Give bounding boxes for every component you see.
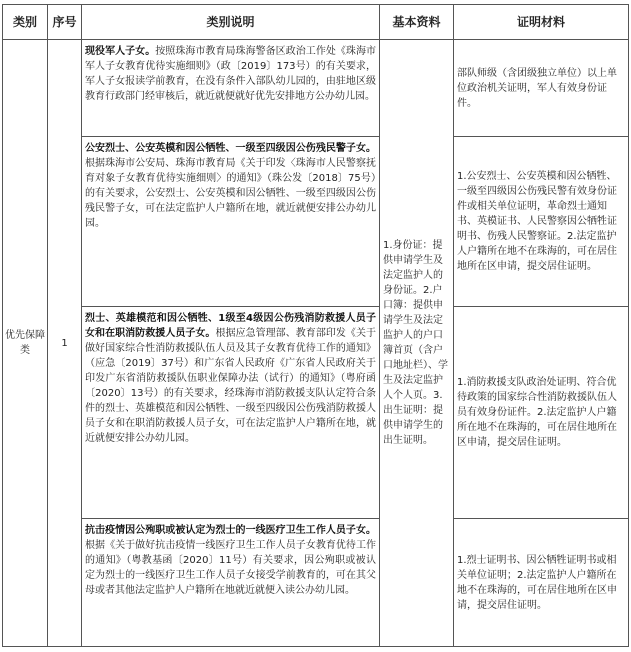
table-row <box>3 137 629 307</box>
proof-cell <box>454 307 629 519</box>
proof-text: 1.消防救援支队政治处证明、符合优待政策的国家综合性消防救援队伍人员有效身份证件。2.法定监护人户籍所在地不在珠海的，可在居住地所在区申请，提交居住证明。 <box>457 377 617 448</box>
proof-cell <box>454 40 629 137</box>
description-cell <box>82 519 380 647</box>
header-number: 序号 <box>48 5 82 40</box>
category-cell: 优先保障类 <box>3 40 48 647</box>
header-category: 类别 <box>3 5 48 40</box>
description-lead: 烈士、英雄模范和因公牺牲、1级至4级因公伤残消防救援人员子女和在职消防救援人员子女。 <box>85 313 376 339</box>
table-row <box>3 519 629 647</box>
description-cell <box>82 307 380 519</box>
header-basic-info: 基本资料 <box>380 5 454 40</box>
description-body: 根据珠海市公安局、珠海市教育局《关于印发〈珠海市人民警察抚育对象子女教育优待实施细则〉的通知》（珠公发〔2018〕75号）的有关要求，公安烈士、公安英模和因公牺牲、一级至四级因公伤残民警子女，可在法定监护人户籍所在地，就近就便安排公办幼儿园。 <box>85 158 376 229</box>
basic-info-cell: 1.身份证：提供申请学生及法定监护人的身份证。2.户口簿：提供申请学生及法定监护人的户口簿首页（含户口地址栏）、学生及法定监护人个人页。3.出生证明：提供申请学生的出生证明。 <box>380 40 454 647</box>
table-header-row <box>3 5 629 40</box>
proof-text: 部队师级（含团级独立单位）以上单位政治机关证明，军人有效身份证件。 <box>457 67 617 109</box>
header-description: 类别说明 <box>82 5 380 40</box>
table-row <box>3 307 629 519</box>
table-row <box>3 40 629 137</box>
description-lead: 公安烈士、公安英模和因公牺牲、一级至四级因公伤残民警子女。 <box>85 143 376 154</box>
description-lead: 现役军人子女。 <box>85 46 156 57</box>
description-lead: 抗击疫情因公殉职或被认定为烈士的一线医疗卫生工作人员子女。 <box>85 525 376 536</box>
description-cell <box>82 137 380 307</box>
header-proof: 证明材料 <box>454 5 629 40</box>
description-body: 根据应急管理部、教育部印发《关于做好国家综合性消防救援队伍人员及其子女教育优待工作的通知》（应急〔2019〕37号）和广东省人民政府《广东省人民政府关于印发广东省消防救援队伍职业保障办法（试行）的通知》（粤府函〔2020〕13号）的有关要求，经珠海市消防救援支队认定符合条件的烈士、英雄模范和因公牺牲、一级至四级因公伤残消防救援人员子女和在职消防救援人员子女，可在法定监护人户籍所在地，就近就便安排公办幼儿园。 <box>85 328 377 444</box>
description-body: 根据《关于做好抗击疫情一线医疗卫生工作人员子女教育优待工作的通知》（粤教基函〔2020〕11号）有关要求，因公殉职或被认定为烈士的一线医疗卫生工作人员子女接受学前教育的，可在其父母或者其他法定监护人户籍所在地就近就便入读公办幼儿园。 <box>85 540 376 596</box>
proof-cell <box>454 137 629 307</box>
proof-text: 1.烈士证明书、因公牺牲证明书或相关单位证明；2.法定监护人户籍所在地不在珠海的，可在居住地所在区申请，提交居住证明。 <box>457 554 617 611</box>
description-body: 按照珠海市教育局珠海警备区政治工作处《珠海市军人子女教育优待实施细则》（政〔2019〕173号）的有关要求，军人子女报读学前教育，在没有条件入部队幼儿园的，由驻地区级教育行政部门经审核后，就近就便就好优先安排地方公办幼儿园。 <box>85 46 376 102</box>
description-cell <box>82 40 380 137</box>
number-cell: 1 <box>48 40 82 647</box>
proof-text: 1.公安烈士、公安英模和因公牺牲、一级至四级因公伤残民警有效身份证件或相关单位证明，革命烈士通知书、英模证书、人民警察因公牺牲证明书、伤残人民警察证。2.法定监护人户籍所在地不在珠海的，可在居住地所在区申请，提交居住证明。 <box>457 171 617 272</box>
proof-cell <box>454 519 629 647</box>
priority-table <box>2 4 629 647</box>
